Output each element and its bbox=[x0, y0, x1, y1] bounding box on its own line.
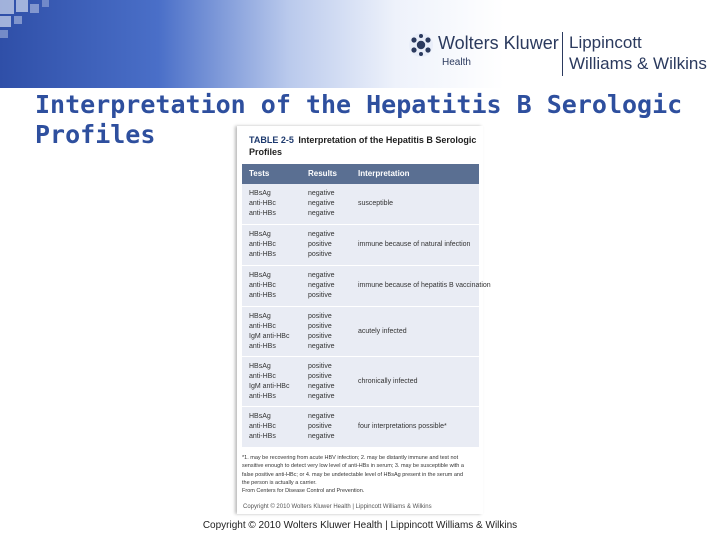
results-cell-line: negative bbox=[308, 343, 335, 350]
table-image-copyright: Copyright © 2010 Wolters Kluwer Health | Lippincott Williams & Wilkins bbox=[243, 504, 432, 510]
results-cell-line: negative bbox=[308, 282, 335, 289]
tests-cell-line: anti-HBs bbox=[249, 393, 276, 400]
interpretation-cell-line: acutely infected bbox=[358, 327, 407, 335]
tests-cell-line: anti-HBc bbox=[249, 282, 276, 289]
tests-cell-line: HBsAg bbox=[249, 272, 271, 279]
tests-cell-line: anti-HBs bbox=[249, 251, 276, 258]
publisher-division: Health bbox=[442, 57, 471, 68]
tests-cell-line: HBsAg bbox=[249, 413, 271, 420]
wolters-kluwer-dots-icon bbox=[408, 32, 434, 58]
results-cell-line: negative bbox=[308, 200, 335, 207]
tests-cell-line: anti-HBc bbox=[249, 423, 276, 430]
table-row bbox=[242, 266, 491, 307]
results-cell-line: negative bbox=[308, 393, 335, 400]
table-row bbox=[242, 225, 479, 266]
table-image bbox=[237, 126, 491, 514]
results-cell-line: negative bbox=[308, 413, 335, 420]
table-footnote bbox=[242, 454, 479, 495]
logo-divider bbox=[562, 32, 563, 76]
decorative-square bbox=[14, 16, 22, 24]
interpretation-cell bbox=[358, 422, 476, 432]
tests-cell-line: anti-HBc bbox=[249, 241, 276, 248]
lww-logo bbox=[569, 32, 707, 74]
results-cell-line: positive bbox=[308, 373, 332, 380]
header-tests: Tests bbox=[249, 169, 270, 178]
results-cell-line: positive bbox=[308, 363, 332, 370]
results-cell-line: positive bbox=[308, 333, 332, 340]
tests-cell-line: anti-HBs bbox=[249, 343, 276, 350]
header-results: Results bbox=[308, 169, 337, 178]
tests-cell-line: anti-HBc bbox=[249, 200, 276, 207]
tests-cell-line: IgM anti-HBc bbox=[249, 333, 290, 340]
results-cell-line: positive bbox=[308, 292, 332, 299]
tests-cell bbox=[249, 271, 307, 301]
tests-cell-line: anti-HBc bbox=[249, 323, 276, 330]
results-cell bbox=[308, 230, 356, 260]
results-cell-line: negative bbox=[308, 383, 335, 390]
results-cell-line: positive bbox=[308, 423, 332, 430]
slide-title: Interpretation of the Hepatitis B Serologic Profiles bbox=[35, 90, 683, 149]
tests-cell bbox=[249, 412, 307, 442]
tests-cell-line: anti-HBc bbox=[249, 373, 276, 380]
tests-cell-line: HBsAg bbox=[249, 363, 271, 370]
tests-cell-line: HBsAg bbox=[249, 231, 271, 238]
results-cell-line: positive bbox=[308, 241, 332, 248]
table-header-row bbox=[242, 164, 479, 184]
footnote-line: the person is actually a carrier. bbox=[242, 479, 317, 486]
tests-cell-line: anti-HBs bbox=[249, 433, 276, 440]
table-caption bbox=[249, 134, 481, 158]
results-cell-line: negative bbox=[308, 231, 335, 238]
decorative-square bbox=[30, 4, 39, 13]
footnote-line: From Centers for Disease Control and Prevention. bbox=[242, 488, 365, 495]
decorative-square bbox=[0, 16, 11, 27]
table-caption-text: Interpretation of the Hepatitis B Serologic Profiles bbox=[249, 135, 477, 157]
interpretation-cell bbox=[358, 281, 491, 291]
publisher-name: Wolters Kluwer bbox=[438, 33, 559, 53]
footnote-line: false positive anti-HBc; or 4. may be undetectable level of HBsAg present in the serum and bbox=[242, 471, 464, 478]
table-row bbox=[242, 357, 479, 407]
tests-cell-line: IgM anti-HBc bbox=[249, 383, 290, 390]
results-cell-line: negative bbox=[308, 190, 335, 197]
imprint-line-1: Lippincott bbox=[569, 33, 642, 52]
imprint-line-2: Williams & Wilkins bbox=[569, 54, 707, 73]
footer-copyright: Copyright © 2010 Wolters Kluwer Health | Lippincott Williams & Wilkins bbox=[202, 520, 518, 531]
footnote-line: sensitive enough to detect very low level of anti-HBs in serum; 3. may be susceptible with a bbox=[242, 463, 464, 470]
decorative-square bbox=[16, 0, 28, 12]
table-row bbox=[242, 184, 479, 225]
interpretation-cell bbox=[358, 377, 476, 387]
footnote-line: *1. may be recovering from acute HBV infection; 2. may be distantly immune and test not bbox=[242, 455, 459, 461]
interpretation-cell-line: immune because of natural infection bbox=[358, 241, 471, 248]
interpretation-cell bbox=[358, 327, 476, 337]
interpretation-cell bbox=[358, 199, 476, 209]
tests-cell-line: anti-HBs bbox=[249, 292, 276, 299]
interpretation-cell-line: susceptible bbox=[358, 200, 394, 207]
results-cell-line: positive bbox=[308, 323, 332, 330]
tests-cell bbox=[249, 312, 307, 352]
tests-cell-line: anti-HBs bbox=[249, 210, 276, 217]
table-body bbox=[242, 184, 491, 448]
results-cell bbox=[308, 271, 356, 301]
decorative-square bbox=[0, 0, 14, 14]
tests-cell-line: HBsAg bbox=[249, 190, 271, 197]
results-cell-line: positive bbox=[308, 313, 332, 320]
table-number: TABLE 2-5 bbox=[249, 135, 294, 145]
results-cell bbox=[308, 412, 356, 442]
results-cell-line: negative bbox=[308, 433, 335, 440]
tests-cell bbox=[249, 230, 307, 260]
table-row bbox=[242, 307, 479, 357]
results-cell-line: positive bbox=[308, 251, 332, 258]
interpretation-cell-line: four interpretations possible* bbox=[358, 423, 447, 430]
results-cell-line: negative bbox=[308, 272, 335, 279]
tests-cell bbox=[249, 362, 307, 402]
results-cell bbox=[308, 312, 356, 352]
results-cell bbox=[308, 362, 356, 402]
results-cell bbox=[308, 189, 356, 219]
decorative-square bbox=[42, 0, 49, 7]
tests-cell bbox=[249, 189, 307, 219]
interpretation-cell-line: chronically infected bbox=[358, 377, 418, 385]
header-interpretation: Interpretation bbox=[358, 169, 410, 178]
tests-cell-line: HBsAg bbox=[249, 313, 271, 320]
results-cell-line: negative bbox=[308, 210, 335, 217]
table-row bbox=[242, 407, 479, 448]
interpretation-cell bbox=[358, 240, 476, 250]
decorative-square bbox=[0, 30, 8, 38]
interpretation-cell-line: immune because of hepatitis B vaccination bbox=[358, 282, 491, 289]
